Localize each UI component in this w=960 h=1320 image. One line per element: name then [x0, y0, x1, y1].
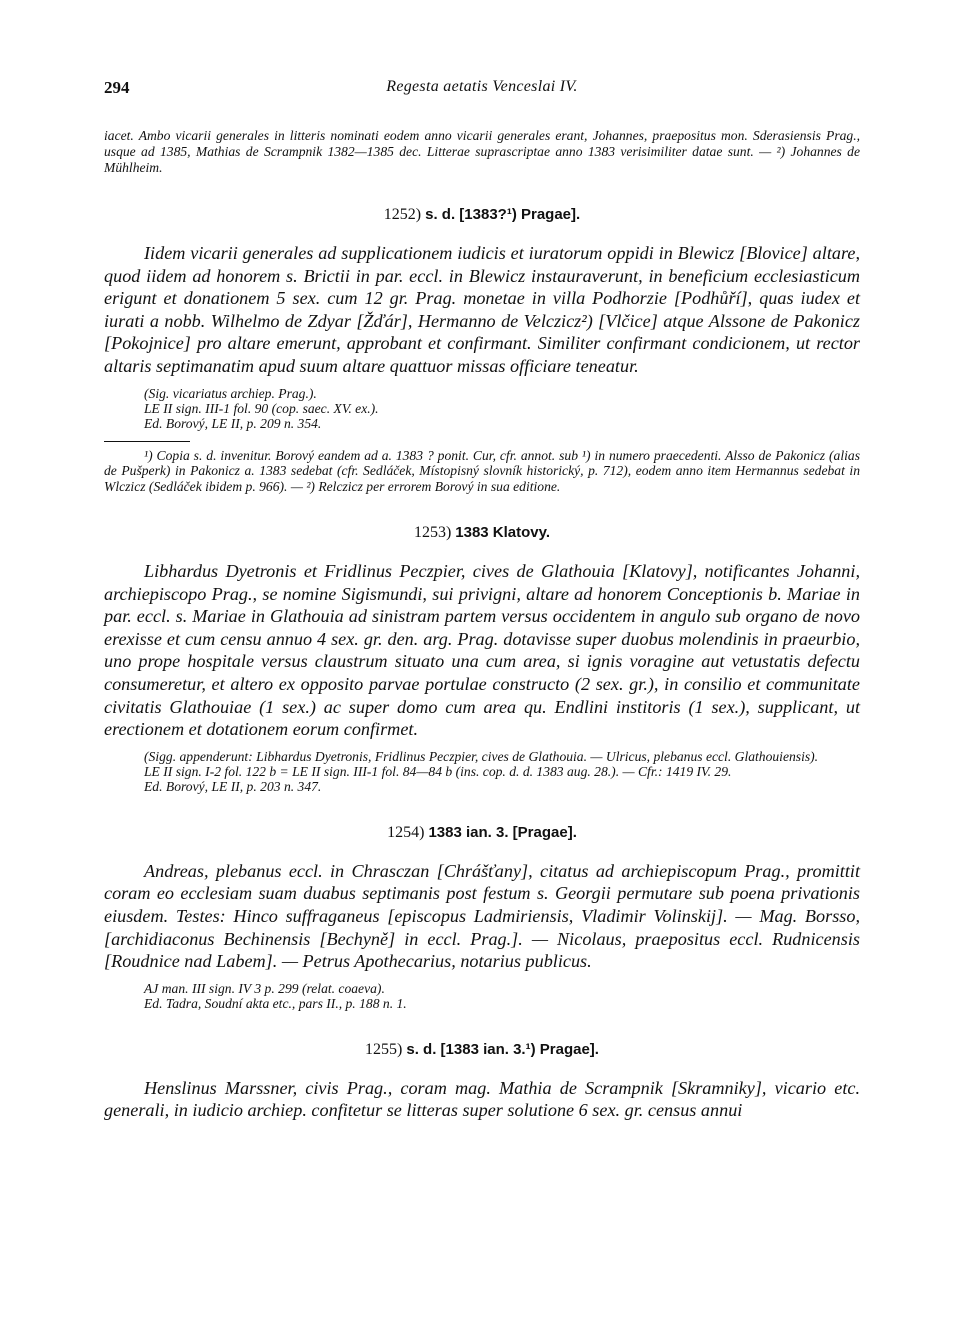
- page-number: 294: [104, 78, 130, 97]
- source-line: (Sigg. appenderunt: Libhardus Dyetronis, Fridlinus Peczpier, cives de Glathouia. — Ulricus, plebanus eccl. Glathouiensis).: [144, 748, 819, 764]
- source-line: Ed. Borový, LE II, p. 203 n. 347.: [144, 778, 322, 794]
- entry-date-place: 1383 ian. 3. [Pragae].: [428, 823, 577, 841]
- entry-number: 1255): [365, 1040, 403, 1058]
- entry-heading-1255: [104, 1041, 860, 1059]
- footnote-text: ¹) Copia s. d. invenitur. Borový eandem ad a. 1383 ? ponit. Cur, cfr. annot. sub ¹) in numero praecedenti. Alsso de Pakonicz (alias de Pušperk) in Pakonicz a. 1383 sedebat (cfr. Sedláček, Místopisný slovník historický, p. 712), eodem anno item Hermannus sedebat in Wlczicz (Sedláček ibidem p. 966). — ²) Relczicz per errorem Borový in sua editione.: [104, 447, 860, 494]
- entry-heading-1253: [104, 524, 860, 542]
- entry-footnotes-1252: [104, 448, 860, 495]
- source-line: Ed. Borový, LE II, p. 209 n. 354.: [144, 415, 322, 431]
- entry-number: 1253): [413, 524, 452, 542]
- source-line: Ed. Tadra, Soudní akta etc., pars II., p. 188 n. 1.: [144, 995, 407, 1011]
- entry-date-place: s. d. [1383?¹) Pragae].: [425, 206, 581, 223]
- entry-body-1254: Andreas, plebanus eccl. in Chrasczan [Chrášťany], citatus ad archiepiscopum Prag., promittit coram eo ecclesiam suam duabus septimanis post festum s. Georgii permutare sub poena privationis eiusdem. Testes: Hinco suffraganeus [episcopus Ladmiriensis, Vladimir Volinskij]. — Mag. Borsso, [archidiaconus Bechinensis [Bechyně] in eccl. Prag.]. — Nicolaus, praepositus eccl. Rudnicensis [Roudnice nad Labem]. — Petrus Apothecarius, notarius publicus.: [104, 860, 860, 972]
- entry-body-1255: Henslinus Marssner, civis Prag., coram mag. Mathia de Scrampnik [Skramniky], vicario etc. generali, in iudicio archiep. confitetur se litteras super solutione 6 sex. gr. census annui: [104, 1077, 860, 1121]
- entry-sources-1254: [144, 981, 860, 1011]
- source-line: LE II sign. III-1 fol. 90 (cop. saec. XV. ex.).: [144, 400, 379, 416]
- source-line: AJ man. III sign. IV 3 p. 299 (relat. coaeva).: [144, 980, 385, 996]
- running-title: Regesta aetatis Venceslai IV.: [386, 78, 578, 95]
- entry-number: 1252): [383, 206, 422, 223]
- entry-number: 1254): [387, 823, 425, 841]
- entry-sources-1252: [144, 386, 860, 431]
- entry-heading-1254: [104, 824, 860, 842]
- source-line: LE II sign. I-2 fol. 122 b = LE II sign. III-1 fol. 84—84 b (ins. cop. d. d. 1383 aug. 28.). — Cfr.: 1419 IV. 29.: [144, 763, 732, 779]
- entry-body-1252: Iidem vicarii generales ad supplicationem iudicis et iuratorum oppidi in Blewicz [Blovice] altare, quod iidem ad honorem s. Brictii in par. eccl. in Blewicz instauraverunt, in beneficium ecclesiasticum erigunt et donationem 5 sex. cum 12 gr. Prag. monetae in villa Podhorzie [Podhůří], quas iudex et iurati a nobb. Wilhelmo de Zdyar [Žďár], Hermanno de Velczicz²) [Vlčice] atque Alssone de Pakonicz [Pokojnice] pro altare emerunt, approbant et confirmant. Similiter confirmant condicionem, ut rector altaris septimanatim apud suum altare quattuor missas officiare teneatur.: [104, 243, 860, 376]
- entry-sources-1253: [144, 749, 860, 794]
- source-line: (Sig. vicariatus archiep. Prag.).: [144, 385, 317, 401]
- carryover-footnote: iacet. Ambo vicarii generales in litteris nominati eodem anno vicarii generales erant, Johannes, praepositus mon. Sderasiensis Prag., usque ad 1385, Mathias de Scrampnik 1382—1385 dec. Litterae suprascriptae anno 1383 verisimiliter datae sunt. — ²) Johannes de Mühlheim.: [104, 128, 860, 175]
- entry-date-place: 1383 Klatovy.: [455, 524, 551, 542]
- footnote-divider: [104, 441, 190, 442]
- entry-heading-1252: [104, 206, 860, 224]
- entry-date-place: s. d. [1383 ian. 3.¹) Pragae].: [406, 1040, 599, 1058]
- running-header: [104, 78, 860, 108]
- entry-body-1253: Libhardus Dyetronis et Fridlinus Peczpier, cives de Glathouia [Klatovy], notificantes Johanni, archiepiscopo Prag., se nomine Sigismundi, sui privigni, altare ad honorem Conceptionis b. Mariae in par. eccl. s. Mariae in Glathouia ad sinistram partem versus occidentem in angulo sub organo de novo erexisse et cum censu annuo 4 sex. gr. den. arg. Prag. dotavisse super duobus molendinis in praeurbio, uno prope hospitale versus claustrum situato una cum area, si ignis voragine aut vetustatis defectu consumeretur, et altero ex opposito parvae portulae constructo (2 sex. gr.), in consilio et communitate civitatis Glathouiae (1 sex.) ac super domo cum area qu. Endlini institoris (1 sex.), supplicant, ut erectionem et dotationem eorum confirmet.: [104, 561, 860, 740]
